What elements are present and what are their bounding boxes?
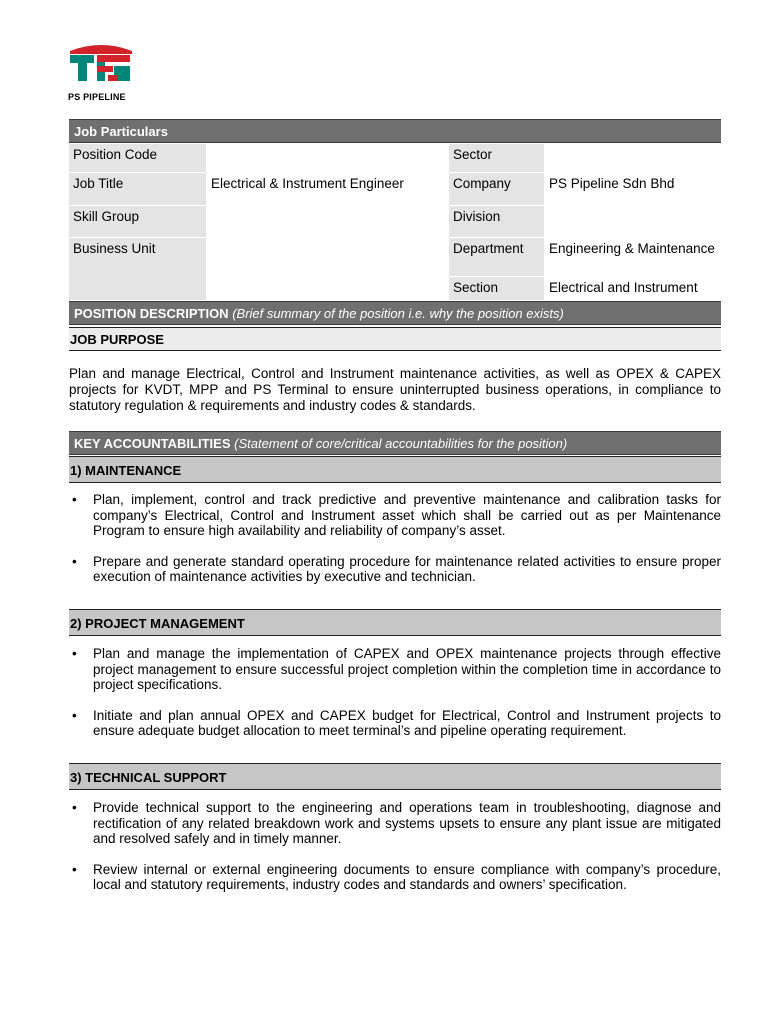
maintenance-list [69,492,721,600]
job-title-value: Electrical & Instrument Engineer [207,173,447,205]
bullet-icon: • [72,707,77,723]
list-item-text: Review internal or external engineering documents to ensure compliance with company’s procedure, local and statutory requirements, industry codes and standards and owners’ specification. [93,861,721,893]
technical-support-heading: 3) TECHNICAL SUPPORT [69,763,721,790]
technical-support-list [69,800,721,908]
position-code-label: Position Code [69,144,206,172]
bullet-icon: • [72,646,77,661]
project-management-list [69,646,721,754]
bullet-icon: • [72,553,77,569]
key-accountabilities-header [69,431,721,455]
maintenance-heading: 1) MAINTENANCE [69,456,721,483]
list-item-text: Provide technical support to the engineering and operations team in troubleshooting, diagnose and rectification of any related breakdown work and systems upsets to ensure any plant issue are mitigated and resolved safely and in timely manner. [93,800,721,847]
logo-text: PS PIPELINE [68,92,126,102]
bullet-icon: • [72,800,77,815]
list-item [69,646,721,693]
list-item [69,554,721,585]
business-unit-label: Business Unit [69,238,206,300]
list-item [69,800,721,847]
sector-value [545,144,721,172]
bullet-icon: • [72,492,77,507]
position-code-value [207,144,447,172]
list-item [69,492,721,539]
list-item-text: Prepare and generate standard operating procedure for maintenance related activities to ensure proper execution of maintenance activities by executive and technician. [93,553,721,585]
section-label: Section [449,277,544,300]
project-management-heading: 2) PROJECT MANAGEMENT [69,609,721,636]
division-label: Division [449,206,544,237]
company-label: Company [449,173,544,205]
list-item [69,862,721,893]
key-accountabilities-title: KEY ACCOUNTABILITIES [74,436,231,451]
job-title-label: Job Title [69,173,206,205]
section-value: Electrical and Instrument [545,277,721,300]
sector-label: Sector [449,144,544,172]
division-value [545,206,721,237]
position-description-header [69,301,721,325]
list-item [69,708,721,739]
list-item-text: Initiate and plan annual OPEX and CAPEX budget for Electrical, Control and Instrument projects to ensure adequate budget allocation to meet terminal’s and pipeline operating requirement. [93,707,721,739]
list-item-text: Plan, implement, control and track predictive and preventive maintenance and calibration tasks for company’s Electrical, Control and Instrument asset which shall be carried out as per Maintenance Program to ensure high availability and reliability of company’s asset. [93,492,721,539]
job-particulars-title: Job Particulars [74,124,168,139]
job-purpose-text: Plan and manage Electrical, Control and Instrument maintenance activities, as well as OPEX & CAPEX projects for KVDT, MPP and PS Terminal to ensure uninterrupted business operations, in compliance to statutory regulation & requirements and industry codes & standards. [69,366,721,413]
skill-group-value [207,206,447,300]
position-description-title: POSITION DESCRIPTION [74,306,229,321]
logo-icon [68,42,134,90]
company-value: PS Pipeline Sdn Bhd [545,173,721,205]
job-particulars-header [69,119,721,143]
job-purpose-heading: JOB PURPOSE [69,327,721,351]
ps-pipeline-logo [68,42,136,104]
department-value: Engineering & Maintenance [545,238,721,276]
key-accountabilities-subtitle: (Statement of core/critical accountabilities for the position) [234,436,568,451]
skill-group-label: Skill Group [69,206,206,237]
bullet-icon: • [72,861,77,877]
department-label: Department [449,238,544,276]
position-description-subtitle: (Brief summary of the position i.e. why the position exists) [232,306,564,321]
list-item-text: Plan and manage the implementation of CAPEX and OPEX maintenance projects through effective project management to ensure successful project completion within the completion time in accordance to project specifications. [93,646,721,693]
